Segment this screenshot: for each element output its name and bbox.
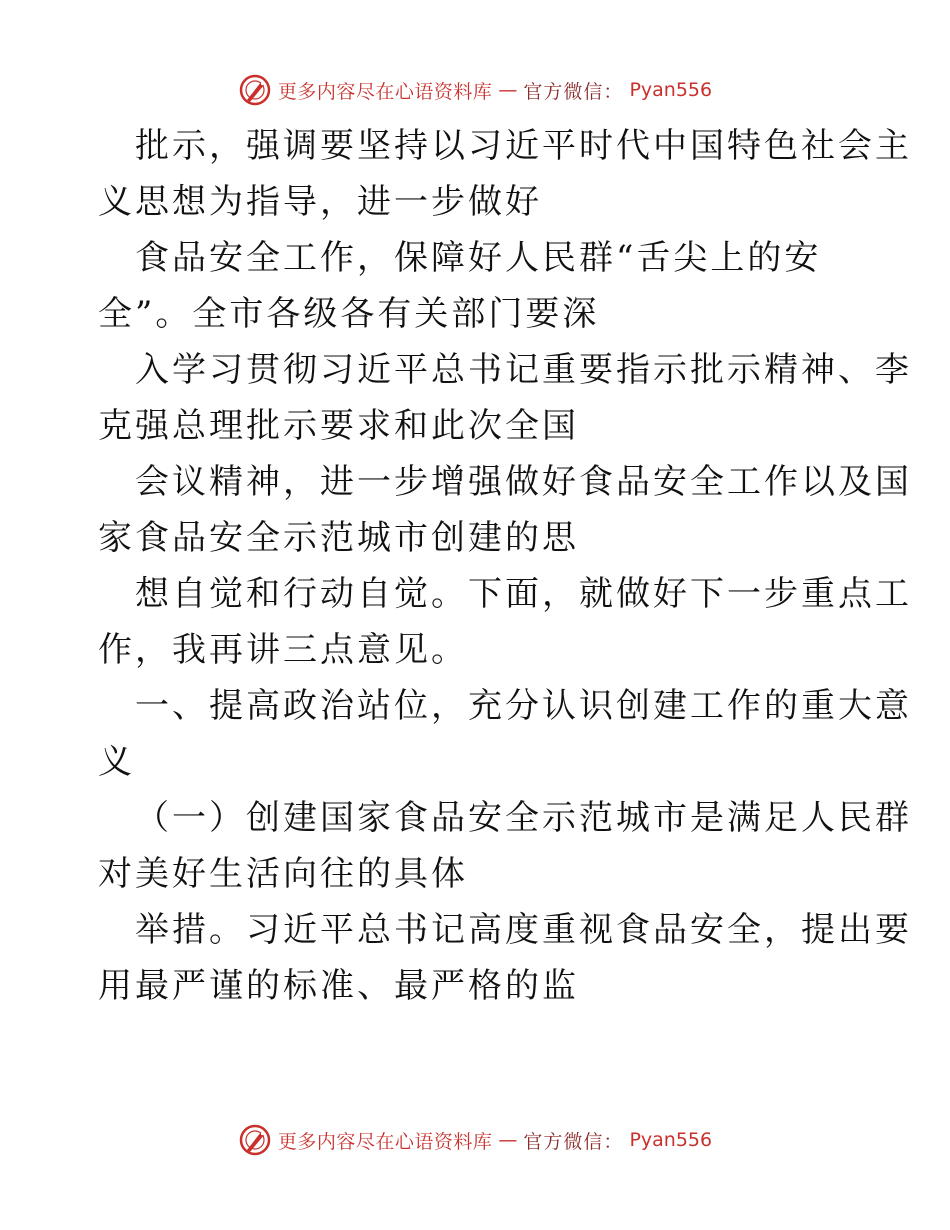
document-line: 义: [98, 742, 135, 782]
document-line: 克强总理批示要求和此次全国: [98, 406, 579, 446]
document-line: 会议精神，进一步增强做好食品安全工作以及国: [135, 462, 912, 502]
watermark-site-text: 更多内容尽在心语资料库: [277, 1130, 493, 1153]
document-line: 一、提高政治站位，充分认识创建工作的重大意: [135, 686, 912, 726]
document-line: 用最严谨的标准、最严格的监: [98, 966, 579, 1006]
document-line: 对美好生活向往的具体: [98, 854, 468, 894]
footer-watermark: [0, 1120, 950, 1160]
fountain-pen-seal-icon: [238, 1123, 272, 1157]
document-line: （一）创建国家食品安全示范城市是满足人民群: [135, 798, 912, 838]
document-line: 批示，强调要坚持以习近平时代中国特色社会主: [135, 126, 912, 166]
document-line: 家食品安全示范城市创建的思: [98, 518, 579, 558]
document-line: 全”。全市各级各有关部门要深: [98, 294, 600, 334]
watermark-wechat-id: Pyan556: [629, 79, 713, 101]
document-line: 作，我再讲三点意见。: [98, 630, 468, 670]
fountain-pen-seal-icon: [238, 73, 272, 107]
document-body: [98, 118, 912, 1014]
watermark-site-text: 更多内容尽在心语资料库: [277, 80, 493, 103]
watermark-wechat-id: Pyan556: [629, 1129, 713, 1151]
watermark-wechat-label: 官方微信：: [523, 80, 624, 103]
document-line: 食品安全工作，保障好人民群“舌尖上的安: [135, 238, 822, 278]
document-line: 义思想为指导，进一步做好: [98, 182, 542, 222]
document-line: 想自觉和行动自觉。下面，就做好下一步重点工: [135, 574, 912, 614]
document-line: 举措。习近平总书记高度重视食品安全，提出要: [135, 910, 912, 950]
watermark-separator: —: [498, 79, 518, 101]
document-line: 入学习贯彻习近平总书记重要指示批示精神、李: [135, 350, 912, 390]
watermark-wechat-label: 官方微信：: [523, 1130, 624, 1153]
watermark-separator: —: [498, 1129, 518, 1151]
header-watermark: [0, 70, 950, 110]
